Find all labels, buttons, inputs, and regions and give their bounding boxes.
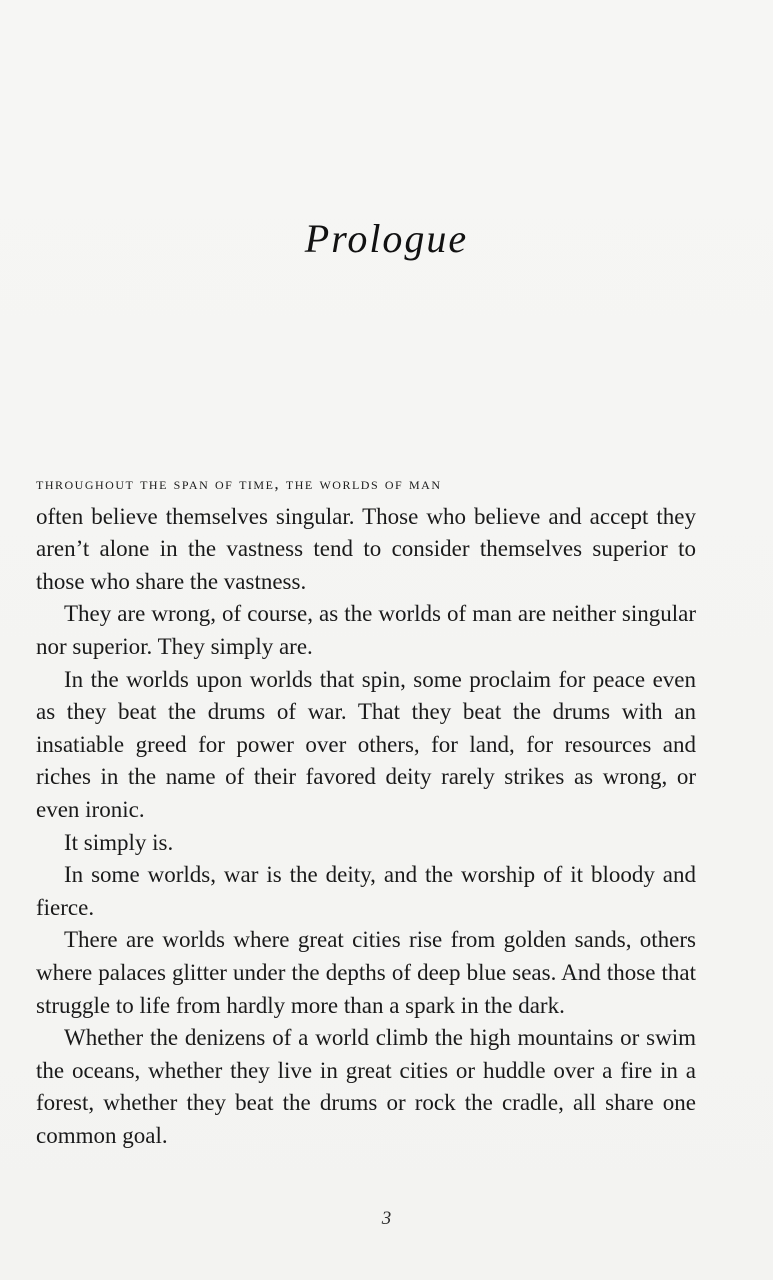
page-number: 3 <box>381 1208 392 1229</box>
paragraph-4: It simply is. <box>64 829 174 855</box>
paragraph-1-text: often believe themselves singular. Those who believe and accept they aren’t alone in the vastness tend to consider themselves superior to those who share the vastness. <box>36 503 696 594</box>
paragraph-6: There are worlds where great cities rise from golden sands, others where palaces glitter under the depths of deep blue seas. And those that struggle to life from hardly more than a spark in the dark. <box>36 927 696 1018</box>
paragraph-5: In some worlds, war is the deity, and the worship of it bloody and fierce. <box>36 862 696 920</box>
paragraph-1 <box>36 466 696 598</box>
paragraph-2: They are wrong, of course, as the worlds of man are neither singular nor superior. They simply are. <box>36 601 696 659</box>
chapter-title: Prologue <box>304 216 469 261</box>
opening-smallcaps: throughout the span of time, the worlds of man <box>36 474 442 493</box>
paragraph-3: In the worlds upon worlds that spin, some proclaim for peace even as they beat the drums of war. That they beat the drums with an insatiable greed for power over others, for land, for resources and riches in the name of their favored deity rarely strikes as wrong, or even ironic. <box>36 666 696 822</box>
paragraph-7: Whether the denizens of a world climb the high mountains or swim the oceans, whether they live in great cities or huddle over a fire in a forest, whether they beat the drums or rock the cradle, all share one common goal. <box>36 1025 696 1148</box>
prologue-body <box>36 466 696 1152</box>
